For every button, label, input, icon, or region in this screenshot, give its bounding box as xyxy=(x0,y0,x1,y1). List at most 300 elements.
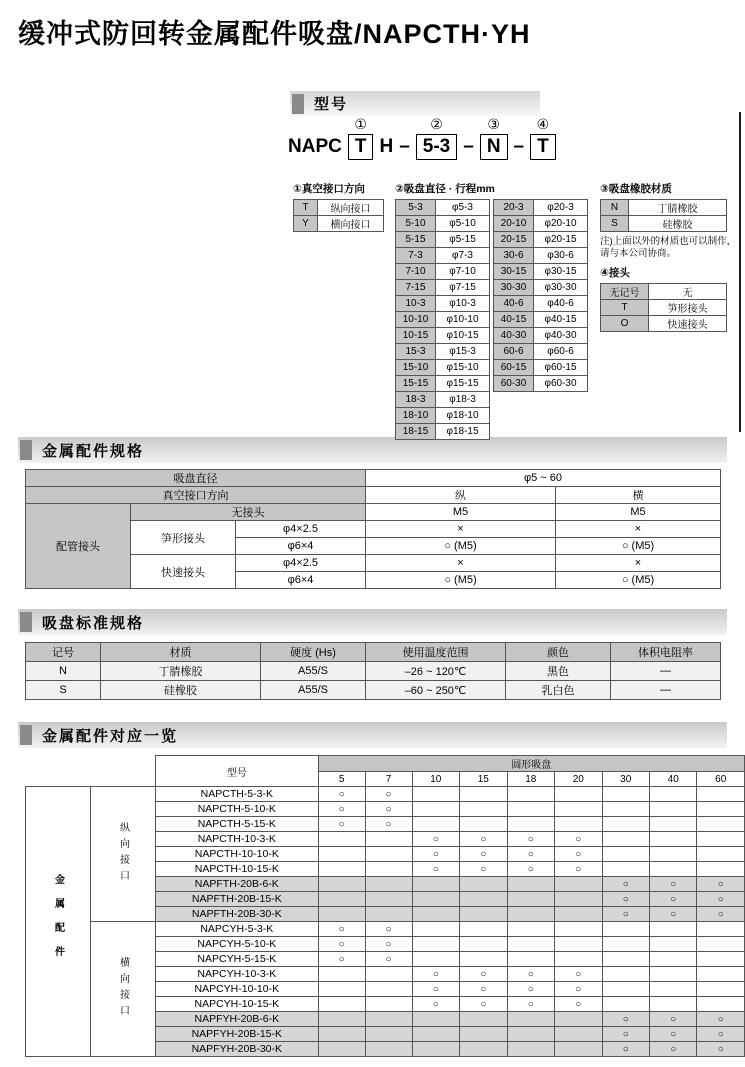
availability-cell xyxy=(602,817,649,832)
availability-cell: ○ xyxy=(365,952,412,967)
availability-cell xyxy=(365,982,412,997)
availability-cell xyxy=(412,952,459,967)
diameter-value-cell: φ18-10 xyxy=(436,408,490,424)
availability-cell: ○ xyxy=(602,1042,649,1057)
availability-cell: ○ xyxy=(602,907,649,922)
direction-vertical-cell: 纵 xyxy=(366,487,556,504)
code-cell: O xyxy=(601,316,649,332)
diameter-table-right xyxy=(493,199,588,392)
availability-cell xyxy=(555,817,602,832)
diameter-code-cell: 15-10 xyxy=(396,360,436,376)
availability-cell xyxy=(460,817,507,832)
diameter-row xyxy=(396,248,490,264)
availability-cell xyxy=(365,832,412,847)
label-cell: 快速接头 xyxy=(649,316,727,332)
availability-cell xyxy=(507,1027,554,1042)
joint-title: ④接头 xyxy=(600,267,630,279)
correspondence-table xyxy=(25,755,745,1057)
label-cell: 横向接口 xyxy=(318,216,384,232)
diameter-value-cell: φ60-30 xyxy=(534,376,588,392)
availability-cell: ○ xyxy=(318,922,365,937)
table-row xyxy=(601,216,727,232)
model-code-fixed-h: H xyxy=(379,136,394,157)
table-row xyxy=(26,487,721,504)
availability-cell: ○ xyxy=(460,832,507,847)
availability-cell xyxy=(460,787,507,802)
metal-spec-title: 金属配件规格 xyxy=(42,442,145,460)
model-name-cell: NAPCTH-10-3-K xyxy=(156,832,319,847)
availability-cell: ○ xyxy=(318,937,365,952)
diameter-row xyxy=(494,216,588,232)
diameter-value-cell: φ40-6 xyxy=(534,296,588,312)
availability-cell: ○ xyxy=(697,877,745,892)
standard-spec-table xyxy=(25,642,721,700)
section-marker xyxy=(20,725,32,745)
availability-cell xyxy=(602,967,649,982)
std-row-nbr xyxy=(26,662,721,681)
model-code-prefix: NAPC xyxy=(288,136,342,157)
availability-cell xyxy=(649,982,696,997)
availability-cell: ○ xyxy=(507,967,554,982)
diameter-row xyxy=(494,312,588,328)
diameter-code-cell: 15-3 xyxy=(396,344,436,360)
model-column-header: 型号 xyxy=(156,756,319,787)
diameter-row xyxy=(494,296,588,312)
availability-cell xyxy=(365,997,412,1012)
code-cell: Y xyxy=(294,216,318,232)
diameter-row xyxy=(396,216,490,232)
value-cell: ○ (M5) xyxy=(556,538,721,555)
model-name-cell: NAPCTH-5-15-K xyxy=(156,817,319,832)
availability-cell xyxy=(460,937,507,952)
diameter-value-cell: φ5-15 xyxy=(436,232,490,248)
model-name-cell: NAPCTH-5-10-K xyxy=(156,802,319,817)
diameter-row xyxy=(396,344,490,360)
availability-cell xyxy=(649,862,696,877)
diameter-value-cell: φ20-3 xyxy=(534,200,588,216)
availability-cell xyxy=(507,787,554,802)
diameter-value-cell: φ10-10 xyxy=(436,312,490,328)
availability-cell: ○ xyxy=(555,847,602,862)
table-row xyxy=(26,521,721,538)
diameter-code-cell: 5-3 xyxy=(396,200,436,216)
diameter-value-cell: φ30-30 xyxy=(534,280,588,296)
availability-cell: ○ xyxy=(555,862,602,877)
diameter-value-cell: φ5-10 xyxy=(436,216,490,232)
diameter-code-cell: 20-3 xyxy=(494,200,534,216)
availability-cell xyxy=(318,847,365,862)
model-section-header xyxy=(290,91,540,116)
availability-cell: ○ xyxy=(365,787,412,802)
availability-cell xyxy=(649,802,696,817)
availability-cell xyxy=(412,877,459,892)
rubber-material-table xyxy=(600,199,727,232)
availability-cell: ○ xyxy=(649,892,696,907)
availability-cell: ○ xyxy=(365,937,412,952)
diameter-code-cell: 30-15 xyxy=(494,264,534,280)
availability-cell: ○ xyxy=(412,967,459,982)
availability-cell xyxy=(555,1042,602,1057)
value-cell: × xyxy=(366,521,556,538)
availability-cell: ○ xyxy=(649,1012,696,1027)
availability-cell: ○ xyxy=(365,817,412,832)
model-code-segment-rubber xyxy=(480,117,508,160)
model-code-segment-joint xyxy=(530,117,556,160)
vacuum-direction-block xyxy=(293,181,384,232)
availability-cell: ○ xyxy=(365,802,412,817)
correspondence-row xyxy=(26,787,745,802)
availability-cell xyxy=(555,922,602,937)
diameter-code-cell: 7-15 xyxy=(396,280,436,296)
availability-cell xyxy=(318,877,365,892)
correspondence-header xyxy=(18,722,727,748)
section-marker xyxy=(20,612,32,632)
availability-cell: ○ xyxy=(318,952,365,967)
diameter-row xyxy=(396,280,490,296)
availability-cell xyxy=(318,997,365,1012)
diameter-code-cell: 15-15 xyxy=(396,376,436,392)
section-marker xyxy=(20,440,32,460)
availability-cell xyxy=(365,907,412,922)
correspondence-row xyxy=(26,922,745,937)
diameter-value-cell: φ40-30 xyxy=(534,328,588,344)
diameter-code-cell: 40-30 xyxy=(494,328,534,344)
availability-cell xyxy=(649,847,696,862)
diameter-row xyxy=(494,280,588,296)
table-row xyxy=(601,200,727,216)
availability-cell xyxy=(602,997,649,1012)
value-cell: ○ (M5) xyxy=(556,572,721,589)
availability-cell: ○ xyxy=(507,982,554,997)
color-cell: 乳白色 xyxy=(506,681,611,700)
diameter-row xyxy=(396,424,490,440)
model-name-cell: NAPCTH-10-10-K xyxy=(156,847,319,862)
availability-cell xyxy=(318,892,365,907)
vacuum-direction-table xyxy=(293,199,384,232)
availability-cell: ○ xyxy=(697,907,745,922)
code-cell: T xyxy=(601,300,649,316)
diameter-code-cell: 60-30 xyxy=(494,376,534,392)
availability-cell xyxy=(697,862,745,877)
diameter-stroke-block xyxy=(395,181,588,440)
availability-cell xyxy=(555,1012,602,1027)
availability-cell xyxy=(602,832,649,847)
availability-cell xyxy=(318,1012,365,1027)
availability-cell: ○ xyxy=(649,907,696,922)
diameter-row xyxy=(494,248,588,264)
diameter-row xyxy=(396,392,490,408)
diameter-code-cell: 7-10 xyxy=(396,264,436,280)
diameter-row xyxy=(396,264,490,280)
std-row-silicone xyxy=(26,681,721,700)
availability-cell: ○ xyxy=(460,967,507,982)
diameter-code-cell: 18-15 xyxy=(396,424,436,440)
correspondence-section xyxy=(0,722,745,1057)
model-name-cell: NAPFYH-20B-30-K xyxy=(156,1042,319,1057)
diameter-table-left xyxy=(395,199,490,440)
diameter-code-cell: 18-3 xyxy=(396,392,436,408)
availability-cell: ○ xyxy=(507,832,554,847)
availability-cell xyxy=(602,922,649,937)
availability-cell xyxy=(412,922,459,937)
availability-cell xyxy=(697,967,745,982)
standard-spec-section xyxy=(0,609,745,700)
availability-cell: ○ xyxy=(555,832,602,847)
round-cup-header: 圆形吸盘 xyxy=(318,756,744,772)
availability-cell: ○ xyxy=(555,997,602,1012)
diameter-code-cell: 10-15 xyxy=(396,328,436,344)
availability-cell xyxy=(555,802,602,817)
diameter-row xyxy=(396,376,490,392)
availability-cell xyxy=(649,997,696,1012)
availability-cell xyxy=(555,877,602,892)
availability-cell xyxy=(649,787,696,802)
availability-cell xyxy=(697,937,745,952)
size-header-cell: 18 xyxy=(507,772,554,787)
metal-fitting-spec-section xyxy=(0,437,745,589)
diameter-stroke-title: ②吸盘直径 · 行程mm xyxy=(395,183,495,195)
availability-cell xyxy=(460,802,507,817)
availability-cell: ○ xyxy=(649,877,696,892)
availability-cell: ○ xyxy=(602,1012,649,1027)
diameter-row xyxy=(494,360,588,376)
availability-cell xyxy=(507,802,554,817)
material-cell: 丁腈橡胶 xyxy=(101,662,261,681)
rubber-material-block xyxy=(600,181,738,261)
availability-cell xyxy=(318,832,365,847)
diameter-code-cell: 18-10 xyxy=(396,408,436,424)
diameter-value-cell: φ20-15 xyxy=(534,232,588,248)
label-cell: 无 xyxy=(649,284,727,300)
diameter-row xyxy=(396,296,490,312)
direction-code-box: T xyxy=(348,134,374,160)
diameter-value-cell: φ7-15 xyxy=(436,280,490,296)
availability-cell xyxy=(412,817,459,832)
port-direction-vertical-label: 横向接口 xyxy=(91,922,156,1057)
availability-cell: ○ xyxy=(649,1027,696,1042)
diameter-value-cell: φ60-6 xyxy=(534,344,588,360)
availability-cell: ○ xyxy=(602,877,649,892)
availability-cell xyxy=(602,982,649,997)
model-name-cell: NAPCYH-5-3-K xyxy=(156,922,319,937)
dash-separator: – xyxy=(463,136,474,157)
label-cell: 硅橡胶 xyxy=(629,216,727,232)
availability-cell xyxy=(460,1027,507,1042)
availability-cell xyxy=(460,892,507,907)
availability-cell xyxy=(412,907,459,922)
corner-empty-cell xyxy=(26,756,156,787)
size-header-cell: 10 xyxy=(412,772,459,787)
direction-horizontal-cell: 横 xyxy=(556,487,721,504)
table-row xyxy=(601,284,727,300)
diameter-value-cell: φ5 ~ 60 xyxy=(366,470,721,487)
availability-cell xyxy=(697,787,745,802)
diameter-code-cell: 10-10 xyxy=(396,312,436,328)
availability-cell xyxy=(507,1012,554,1027)
rubber-material-title: ③吸盘橡胶材质 xyxy=(600,183,672,195)
availability-cell xyxy=(412,937,459,952)
availability-cell xyxy=(365,862,412,877)
diameter-row xyxy=(494,328,588,344)
metal-spec-table xyxy=(25,469,721,589)
corr-header-row xyxy=(26,756,745,772)
size-header-cell: 20 xyxy=(555,772,602,787)
table-row xyxy=(601,316,727,332)
diameter-code-cell: 5-15 xyxy=(396,232,436,248)
availability-cell: ○ xyxy=(412,832,459,847)
size-cell: φ4×2.5 xyxy=(236,555,366,572)
availability-cell: ○ xyxy=(507,997,554,1012)
diameter-value-cell: φ10-15 xyxy=(436,328,490,344)
availability-cell xyxy=(460,907,507,922)
availability-cell: ○ xyxy=(412,982,459,997)
diameter-value-cell: φ15-3 xyxy=(436,344,490,360)
diameter-code-box: 5-3 xyxy=(416,134,457,160)
availability-cell xyxy=(507,877,554,892)
availability-cell xyxy=(365,847,412,862)
availability-cell xyxy=(365,967,412,982)
metal-fittings-vertical-label: 金属配件 xyxy=(26,787,91,1057)
availability-cell xyxy=(365,1027,412,1042)
size-header-cell: 60 xyxy=(697,772,745,787)
model-name-cell: NAPCTH-5-3-K xyxy=(156,787,319,802)
pipe-joint-label-cell: 配管接头 xyxy=(26,504,131,589)
availability-cell xyxy=(649,922,696,937)
availability-cell xyxy=(318,982,365,997)
diameter-code-cell: 7-3 xyxy=(396,248,436,264)
size-header-cell: 5 xyxy=(318,772,365,787)
label-cell: 笋形接头 xyxy=(649,300,727,316)
availability-cell xyxy=(507,952,554,967)
availability-cell: ○ xyxy=(460,847,507,862)
diameter-value-cell: φ15-10 xyxy=(436,360,490,376)
size-cell: φ6×4 xyxy=(236,538,366,555)
model-name-cell: NAPFTH-20B-30-K xyxy=(156,907,319,922)
barb-joint-label-cell: 笋形接头 xyxy=(131,521,236,555)
header-cell: 记号 xyxy=(26,643,101,662)
model-name-cell: NAPFYH-20B-6-K xyxy=(156,1012,319,1027)
code-cell: S xyxy=(601,216,629,232)
diameter-code-cell: 60-15 xyxy=(494,360,534,376)
size-cell: φ6×4 xyxy=(236,572,366,589)
availability-cell xyxy=(318,907,365,922)
diameter-code-cell: 20-10 xyxy=(494,216,534,232)
model-name-cell: NAPFTH-20B-6-K xyxy=(156,877,319,892)
diameter-value-cell: φ7-10 xyxy=(436,264,490,280)
circled-4-mark: ④ xyxy=(536,116,550,132)
availability-cell xyxy=(697,817,745,832)
diameter-row xyxy=(396,232,490,248)
availability-cell xyxy=(507,892,554,907)
size-header-cell: 15 xyxy=(460,772,507,787)
availability-cell: ○ xyxy=(365,922,412,937)
joint-block xyxy=(600,265,727,332)
diameter-row xyxy=(494,376,588,392)
availability-cell: ○ xyxy=(460,862,507,877)
diameter-code-cell: 60-6 xyxy=(494,344,534,360)
availability-cell: ○ xyxy=(460,997,507,1012)
availability-cell xyxy=(697,922,745,937)
value-cell: ○ (M5) xyxy=(366,572,556,589)
availability-cell xyxy=(555,1027,602,1042)
availability-cell: ○ xyxy=(412,997,459,1012)
availability-cell xyxy=(412,1042,459,1057)
temperature-cell: –26 ~ 120℃ xyxy=(366,662,506,681)
availability-cell: ○ xyxy=(697,1012,745,1027)
availability-cell xyxy=(697,832,745,847)
availability-cell: ○ xyxy=(412,862,459,877)
model-name-cell: NAPFTH-20B-15-K xyxy=(156,892,319,907)
diameter-code-cell: 30-30 xyxy=(494,280,534,296)
availability-cell xyxy=(460,877,507,892)
header-cell: 体积电阻率 xyxy=(611,643,721,662)
header-cell: 使用温度范围 xyxy=(366,643,506,662)
size-header-cell: 7 xyxy=(365,772,412,787)
table-row xyxy=(26,470,721,487)
availability-cell xyxy=(697,802,745,817)
table-row xyxy=(601,300,727,316)
availability-cell xyxy=(318,1042,365,1057)
availability-cell: ○ xyxy=(602,892,649,907)
section-marker xyxy=(292,94,304,114)
diameter-row xyxy=(494,264,588,280)
availability-cell xyxy=(412,802,459,817)
color-cell: 黑色 xyxy=(506,662,611,681)
table-row xyxy=(294,200,384,216)
value-cell: × xyxy=(366,555,556,572)
diameter-value-cell: φ18-15 xyxy=(436,424,490,440)
availability-cell: ○ xyxy=(507,862,554,877)
availability-cell xyxy=(555,907,602,922)
rubber-material-note: 注)上面以外的材质也可以制作，请与本公司协商。 xyxy=(600,236,737,260)
availability-cell xyxy=(412,787,459,802)
model-name-cell: NAPCYH-10-10-K xyxy=(156,982,319,997)
correspondence-title: 金属配件对应一览 xyxy=(42,727,179,745)
std-header-row xyxy=(26,643,721,662)
joint-table xyxy=(600,283,727,332)
availability-cell xyxy=(507,817,554,832)
availability-cell xyxy=(318,967,365,982)
availability-cell xyxy=(649,832,696,847)
header-cell: 硬度 (Hs) xyxy=(261,643,366,662)
availability-cell xyxy=(602,952,649,967)
label-cell: 丁腈橡胶 xyxy=(629,200,727,216)
diameter-code-cell: 40-6 xyxy=(494,296,534,312)
page-title: 缓冲式防回转金属配件吸盘/NAPCTH·YH xyxy=(18,19,531,49)
diameter-row xyxy=(494,200,588,216)
availability-cell xyxy=(697,997,745,1012)
availability-cell xyxy=(649,817,696,832)
diameter-label-cell: 吸盘直径 xyxy=(26,470,366,487)
diameter-value-cell: φ30-6 xyxy=(534,248,588,264)
availability-cell: ○ xyxy=(318,802,365,817)
availability-cell: ○ xyxy=(697,1027,745,1042)
table-row xyxy=(26,504,721,521)
availability-cell xyxy=(460,1012,507,1027)
metal-spec-header xyxy=(18,437,727,463)
model-section-title: 型号 xyxy=(314,96,349,113)
availability-cell xyxy=(365,892,412,907)
diameter-code-cell: 30-6 xyxy=(494,248,534,264)
diameter-row xyxy=(396,312,490,328)
standard-spec-title: 吸盘标准规格 xyxy=(42,614,145,632)
value-cell: × xyxy=(556,555,721,572)
temperature-cell: –60 ~ 250℃ xyxy=(366,681,506,700)
table-row xyxy=(26,555,721,572)
diameter-code-cell: 5-10 xyxy=(396,216,436,232)
diameter-columns xyxy=(395,199,588,440)
availability-cell: ○ xyxy=(460,982,507,997)
